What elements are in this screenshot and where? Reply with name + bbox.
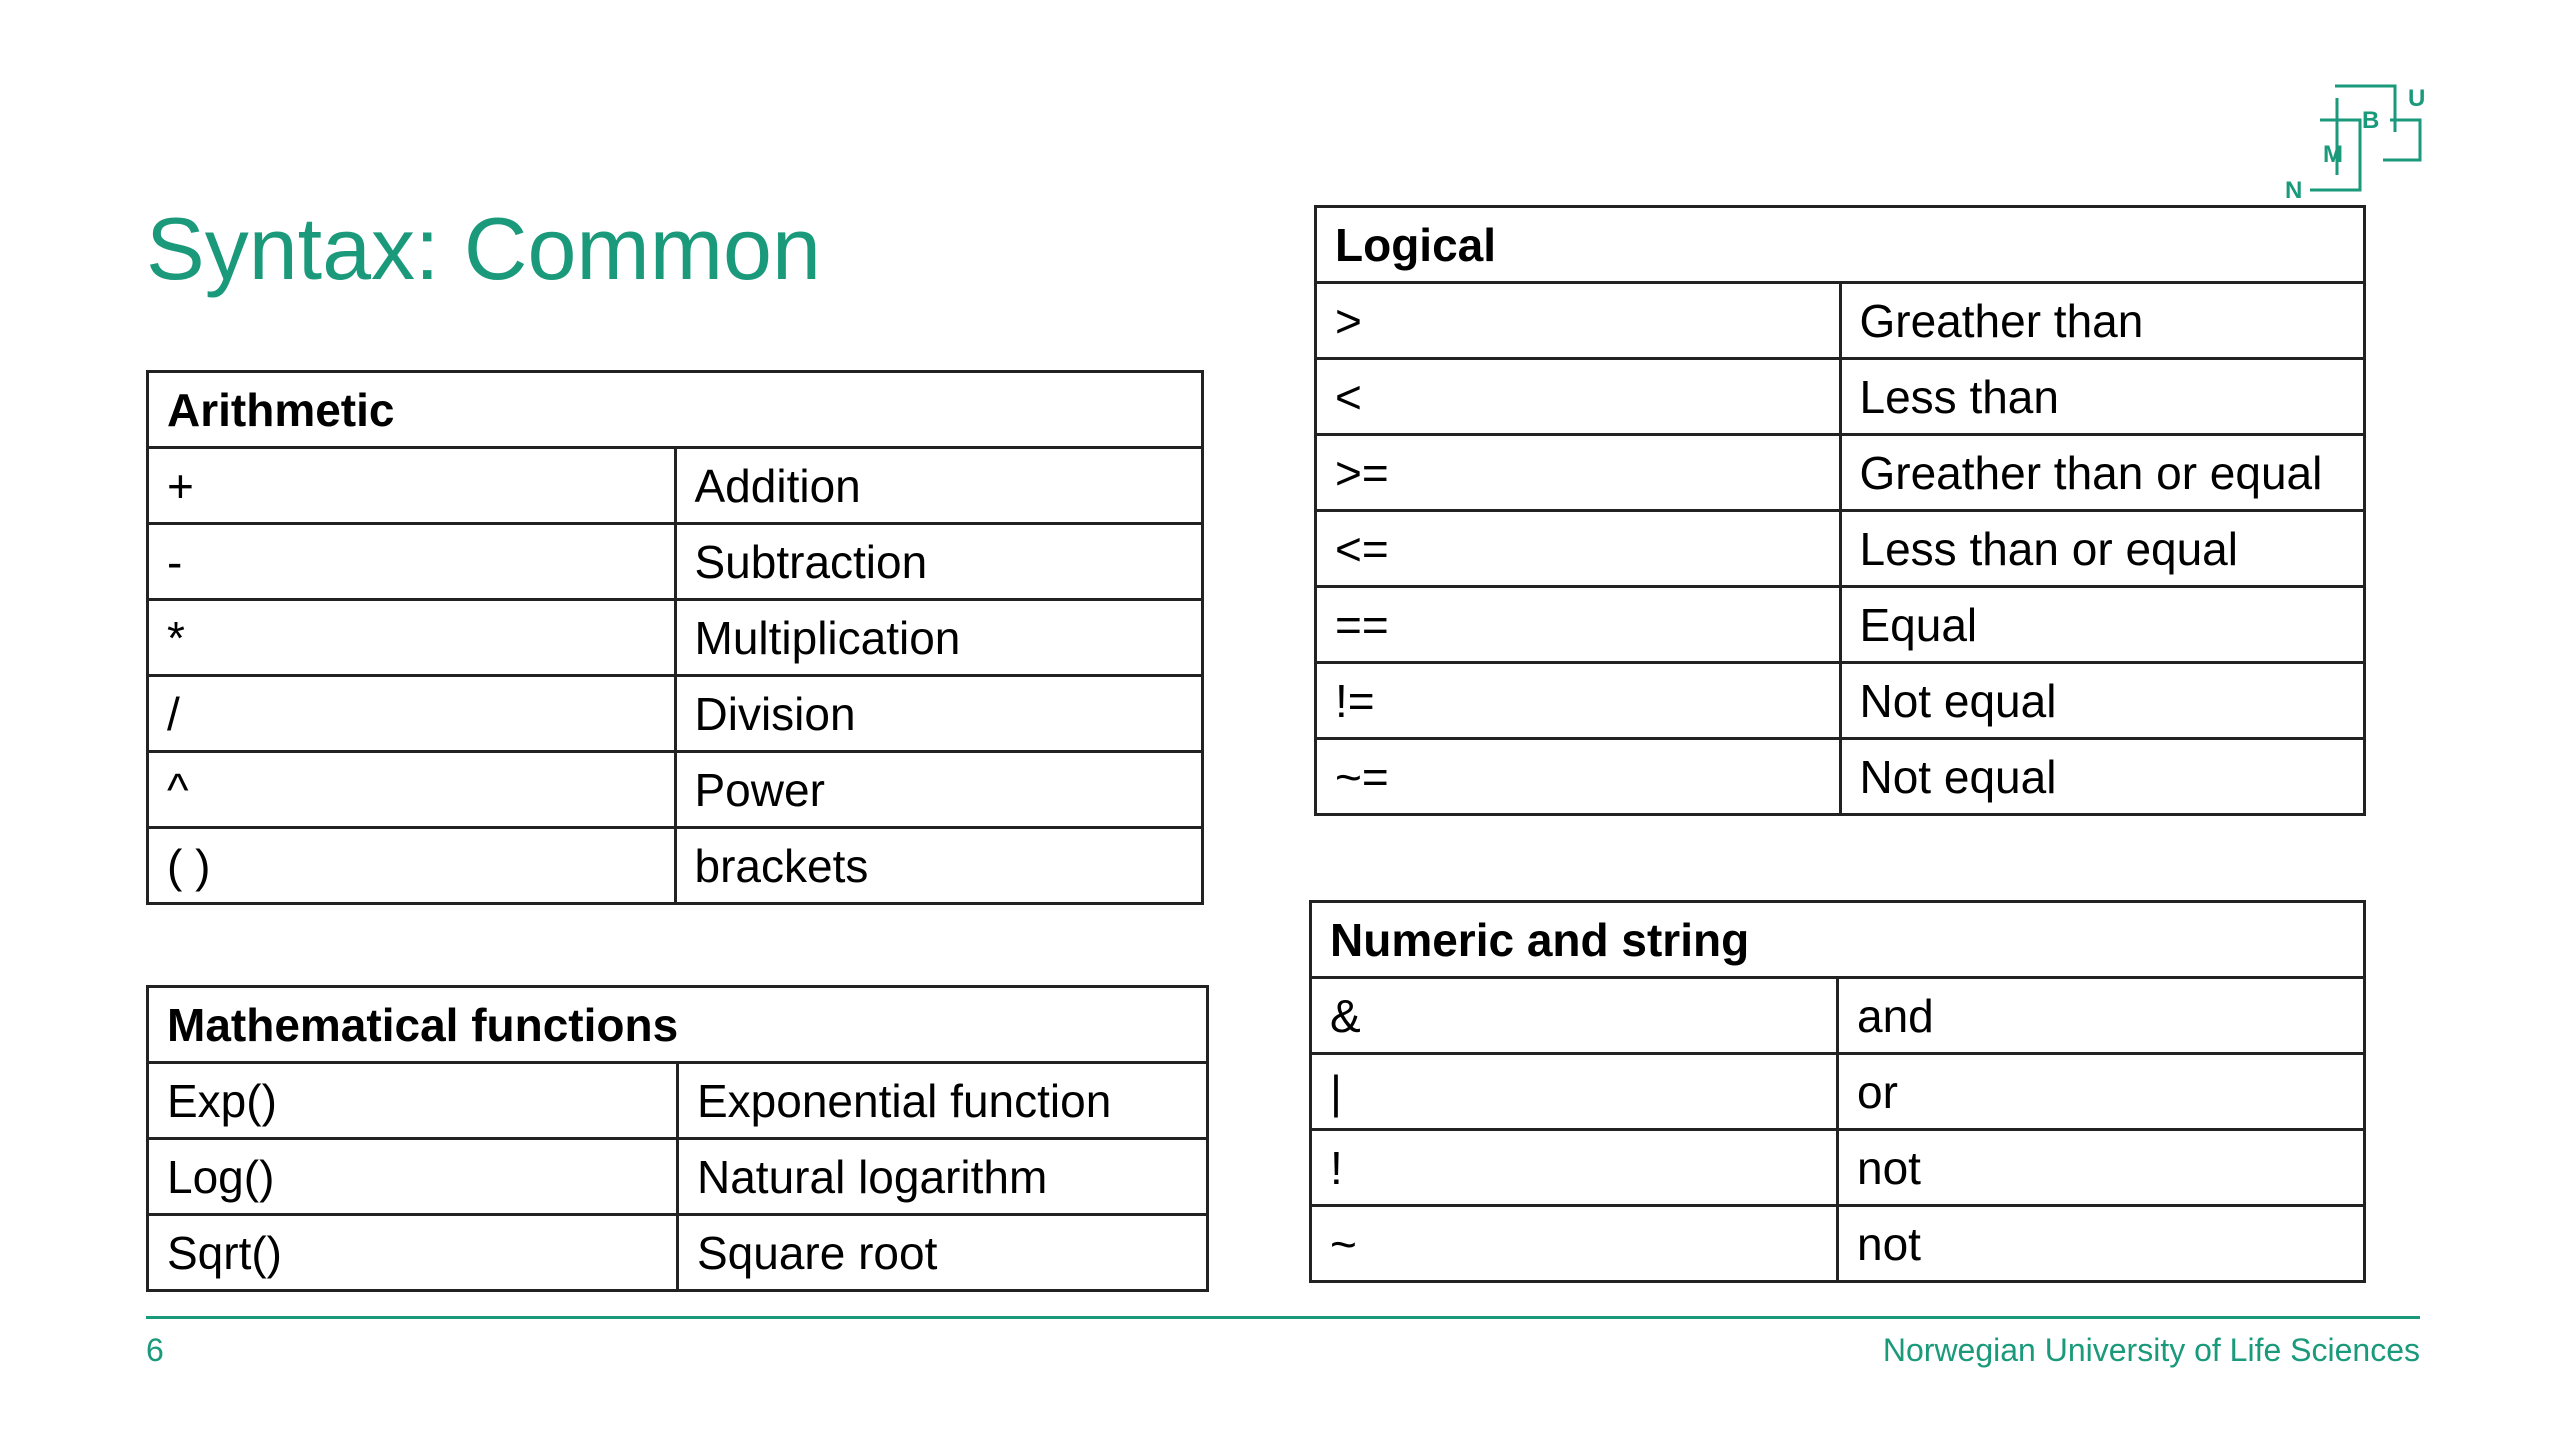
- table-header-row: [148, 372, 1203, 448]
- table-row: [1316, 283, 2365, 359]
- meaning-cell: brackets: [675, 828, 1203, 904]
- table-row: [1316, 587, 2365, 663]
- operator-cell: >: [1316, 283, 1841, 359]
- table-row: [148, 676, 1203, 752]
- meaning-cell: Not equal: [1840, 739, 2365, 815]
- math-functions-table: [146, 985, 1209, 1292]
- operator-cell: ^: [148, 752, 676, 828]
- meaning-cell: not: [1838, 1206, 2365, 1282]
- numeric-string-table: [1309, 900, 2366, 1283]
- operator-cell: <: [1316, 359, 1841, 435]
- table-header-row: [1316, 207, 2365, 283]
- meaning-cell: Power: [675, 752, 1203, 828]
- svg-text:M: M: [2323, 141, 2343, 168]
- table-header: Logical: [1316, 207, 2365, 283]
- svg-text:U: U: [2408, 85, 2426, 112]
- operator-cell: >=: [1316, 435, 1841, 511]
- operator-cell: +: [148, 448, 676, 524]
- table-row: [148, 448, 1203, 524]
- function-cell: Exp(): [148, 1063, 678, 1139]
- table-row: [148, 524, 1203, 600]
- table-header: Numeric and string: [1311, 902, 2365, 978]
- table-row: [1316, 511, 2365, 587]
- svg-text:N: N: [2285, 177, 2303, 204]
- meaning-cell: Greather than or equal: [1840, 435, 2365, 511]
- meaning-cell: Multiplication: [675, 600, 1203, 676]
- operator-cell: <=: [1316, 511, 1841, 587]
- slide-title: Syntax: Common: [146, 199, 821, 298]
- table-row: [148, 600, 1203, 676]
- table-row: [1311, 1054, 2365, 1130]
- operator-cell: -: [148, 524, 676, 600]
- operator-cell: !=: [1316, 663, 1841, 739]
- operator-cell: |: [1311, 1054, 1838, 1130]
- operator-cell: *: [148, 600, 676, 676]
- operator-cell: /: [148, 676, 676, 752]
- table-row: [148, 828, 1203, 904]
- operator-cell: ( ): [148, 828, 676, 904]
- function-cell: Sqrt(): [148, 1215, 678, 1291]
- table-header: Arithmetic: [148, 372, 1203, 448]
- meaning-cell: and: [1838, 978, 2365, 1054]
- meaning-cell: Equal: [1840, 587, 2365, 663]
- table-row: [1311, 1130, 2365, 1206]
- table-row: [148, 752, 1203, 828]
- table-header-row: [1311, 902, 2365, 978]
- table-row: [1316, 663, 2365, 739]
- svg-text:B: B: [2362, 107, 2380, 134]
- meaning-cell: not: [1838, 1130, 2365, 1206]
- meaning-cell: Less than or equal: [1840, 511, 2365, 587]
- operator-cell: ==: [1316, 587, 1841, 663]
- operator-cell: ~: [1311, 1206, 1838, 1282]
- meaning-cell: Subtraction: [675, 524, 1203, 600]
- organization-name: Norwegian University of Life Sciences: [1882, 1332, 2420, 1368]
- table-row: [1311, 978, 2365, 1054]
- meaning-cell: Not equal: [1840, 663, 2365, 739]
- meaning-cell: Division: [675, 676, 1203, 752]
- operator-cell: !: [1311, 1130, 1838, 1206]
- meaning-cell: or: [1838, 1054, 2365, 1130]
- footer-divider: [146, 1316, 2420, 1319]
- meaning-cell: Exponential function: [678, 1063, 1208, 1139]
- meaning-cell: Addition: [675, 448, 1203, 524]
- table-row: [1316, 359, 2365, 435]
- function-cell: Log(): [148, 1139, 678, 1215]
- nmbu-logo: [2285, 80, 2435, 205]
- table-row: [1316, 435, 2365, 511]
- meaning-cell: Square root: [678, 1215, 1208, 1291]
- table-header: Mathematical functions: [148, 987, 1208, 1063]
- table-row: [148, 1139, 1208, 1215]
- logical-table: [1314, 205, 2366, 816]
- table-row: [1311, 1206, 2365, 1282]
- page-number: 6: [146, 1332, 164, 1368]
- arithmetic-table: [146, 370, 1204, 905]
- table-row: [148, 1063, 1208, 1139]
- operator-cell: &: [1311, 978, 1838, 1054]
- table-header-row: [148, 987, 1208, 1063]
- meaning-cell: Less than: [1840, 359, 2365, 435]
- table-row: [148, 1215, 1208, 1291]
- meaning-cell: Natural logarithm: [678, 1139, 1208, 1215]
- meaning-cell: Greather than: [1840, 283, 2365, 359]
- operator-cell: ~=: [1316, 739, 1841, 815]
- table-row: [1316, 739, 2365, 815]
